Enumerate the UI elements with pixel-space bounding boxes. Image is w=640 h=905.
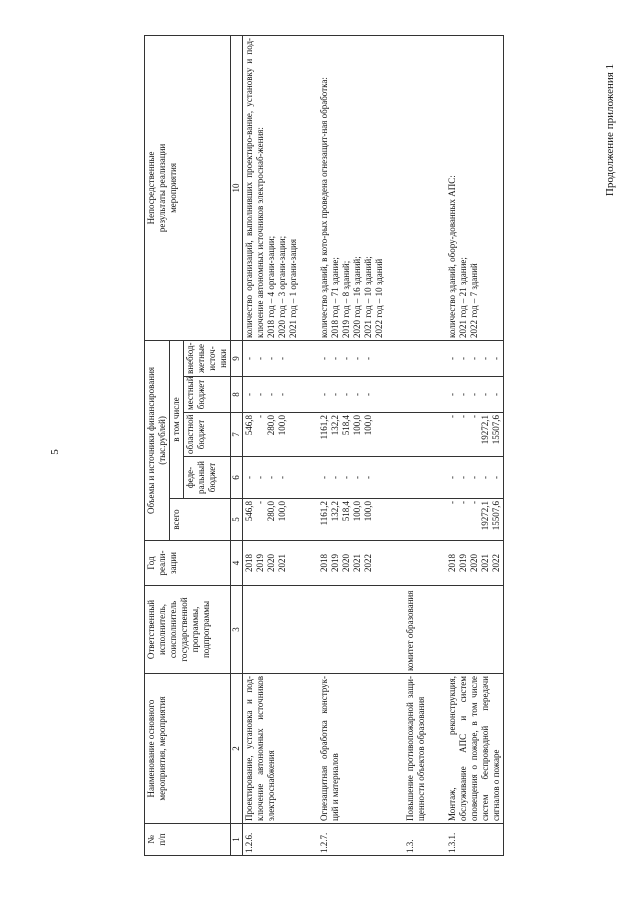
row-total — [404, 499, 428, 541]
row-total: 1161,2 132,2 518,4 100,0 100,0 — [318, 499, 386, 541]
row-years: 2018 2019 2020 2021 2022 — [446, 541, 504, 586]
row-extrabudget: - - - - — [243, 340, 301, 376]
row-number: 1.2.7. — [318, 824, 386, 856]
column-number: 5 — [231, 499, 243, 541]
header-total: всего — [170, 499, 231, 541]
column-number: 8 — [231, 377, 243, 413]
row-regional — [404, 413, 428, 457]
row-executor — [318, 586, 386, 674]
header-year: Год реали- зации — [145, 541, 231, 586]
table-row — [243, 35, 301, 855]
header-funding: Объемы и источники финансирования (тыс.рублей) — [145, 340, 170, 540]
row-years: 2018 2019 2020 2021 — [243, 541, 301, 586]
row-regional: 1161,2 132,2 518,4 100,0 100,0 — [318, 413, 386, 457]
header-including: в том числе — [170, 340, 184, 498]
row-local: - - - - — [243, 377, 301, 413]
row-result: количество зданий, обору-дованных АПС: 2021 год – 21 здание; 2022 год – 7 зданий — [446, 35, 504, 340]
row-years: 2018 2019 2020 2021 2022 — [318, 541, 386, 586]
rotated-document — [144, 36, 626, 856]
row-name: Проектирование, установка и под-ключение автономных источников электроснабжения — [243, 674, 301, 824]
table-row — [404, 35, 428, 855]
header-extrabudget: внебюд- жетные источ- ники — [184, 340, 231, 376]
row-federal: - - - - - — [446, 457, 504, 499]
column-number: 9 — [231, 340, 243, 376]
header-results: Непосредственные результаты реализации мероприятия — [145, 35, 231, 340]
header-local: местный бюджет — [184, 377, 231, 413]
row-number: 1.3.1. — [446, 824, 504, 856]
row-local: - - - - - — [318, 377, 386, 413]
row-total: 546,8 - 280,0 100,0 — [243, 499, 301, 541]
row-number: 1.2.6. — [243, 824, 301, 856]
row-federal — [404, 457, 428, 499]
row-executor — [446, 586, 504, 674]
row-executor: комитет образования — [404, 586, 428, 674]
table-row — [318, 35, 386, 855]
column-number: 7 — [231, 413, 243, 457]
column-number: 6 — [231, 457, 243, 499]
row-extrabudget: - - - - - — [446, 340, 504, 376]
row-years — [404, 541, 428, 586]
row-local: - - - - - — [446, 377, 504, 413]
header-name: Наименование основного мероприятия, мероприятия — [145, 674, 231, 824]
row-number: 1.3. — [404, 824, 428, 856]
column-number: 2 — [231, 674, 243, 824]
header-regional: областной бюджет — [184, 413, 231, 457]
program-table — [144, 35, 504, 856]
row-result: количество зданий, в кото-рых проведена огнезащит-ная обработка: 2018 год – 71 здание; 2019 год – 8 зданий; 2020 год – 16 зданий; 2021 год – 10 зданий; 2022 год – 10 зданий — [318, 35, 386, 340]
row-name: Огнезащитная обработка конструк-ций и материалов — [318, 674, 386, 824]
header-number: № п/п — [145, 824, 231, 856]
table-row — [446, 35, 504, 855]
header-federal: феде- ральный бюджет — [184, 457, 231, 499]
row-executor — [243, 586, 301, 674]
row-name: Повышение противопожарной защи-щенности объектов образования — [404, 674, 428, 824]
row-extrabudget: - - - - - — [318, 340, 386, 376]
page-number: 5 — [49, 449, 61, 455]
header-executor: Ответственный исполнитель, соисполнитель государственной программы, подпрограммы — [145, 586, 231, 674]
row-result: количество организаций, выполнивших проектиро-вание, установку и под-ключение автономных источников электроснаб-жения: 2018 год – 4 органи-зации; 2020 год – 3 органи-зации; 2021 год – 1 органи-зация — [243, 35, 301, 340]
row-result — [404, 35, 428, 340]
row-regional: 546,8 - 280,0 100,0 — [243, 413, 301, 457]
column-number: 4 — [231, 541, 243, 586]
row-total: - - - 19272,1 15507,6 — [446, 499, 504, 541]
column-number: 3 — [231, 586, 243, 674]
row-local — [404, 377, 428, 413]
page-heading: Продолжение приложения 1 — [604, 63, 616, 197]
row-regional: - - - 19272,1 15507,6 — [446, 413, 504, 457]
row-federal: - - - - - — [318, 457, 386, 499]
column-number: 1 — [231, 824, 243, 856]
row-extrabudget — [404, 340, 428, 376]
row-name: Монтаж, реконструкция, обслуживание АПС и систем оповещения о пожаре, в том числе систем беспроводной передачи сигналов о пожаре — [446, 674, 504, 824]
row-federal: - - - - — [243, 457, 301, 499]
column-number: 10 — [231, 35, 243, 340]
